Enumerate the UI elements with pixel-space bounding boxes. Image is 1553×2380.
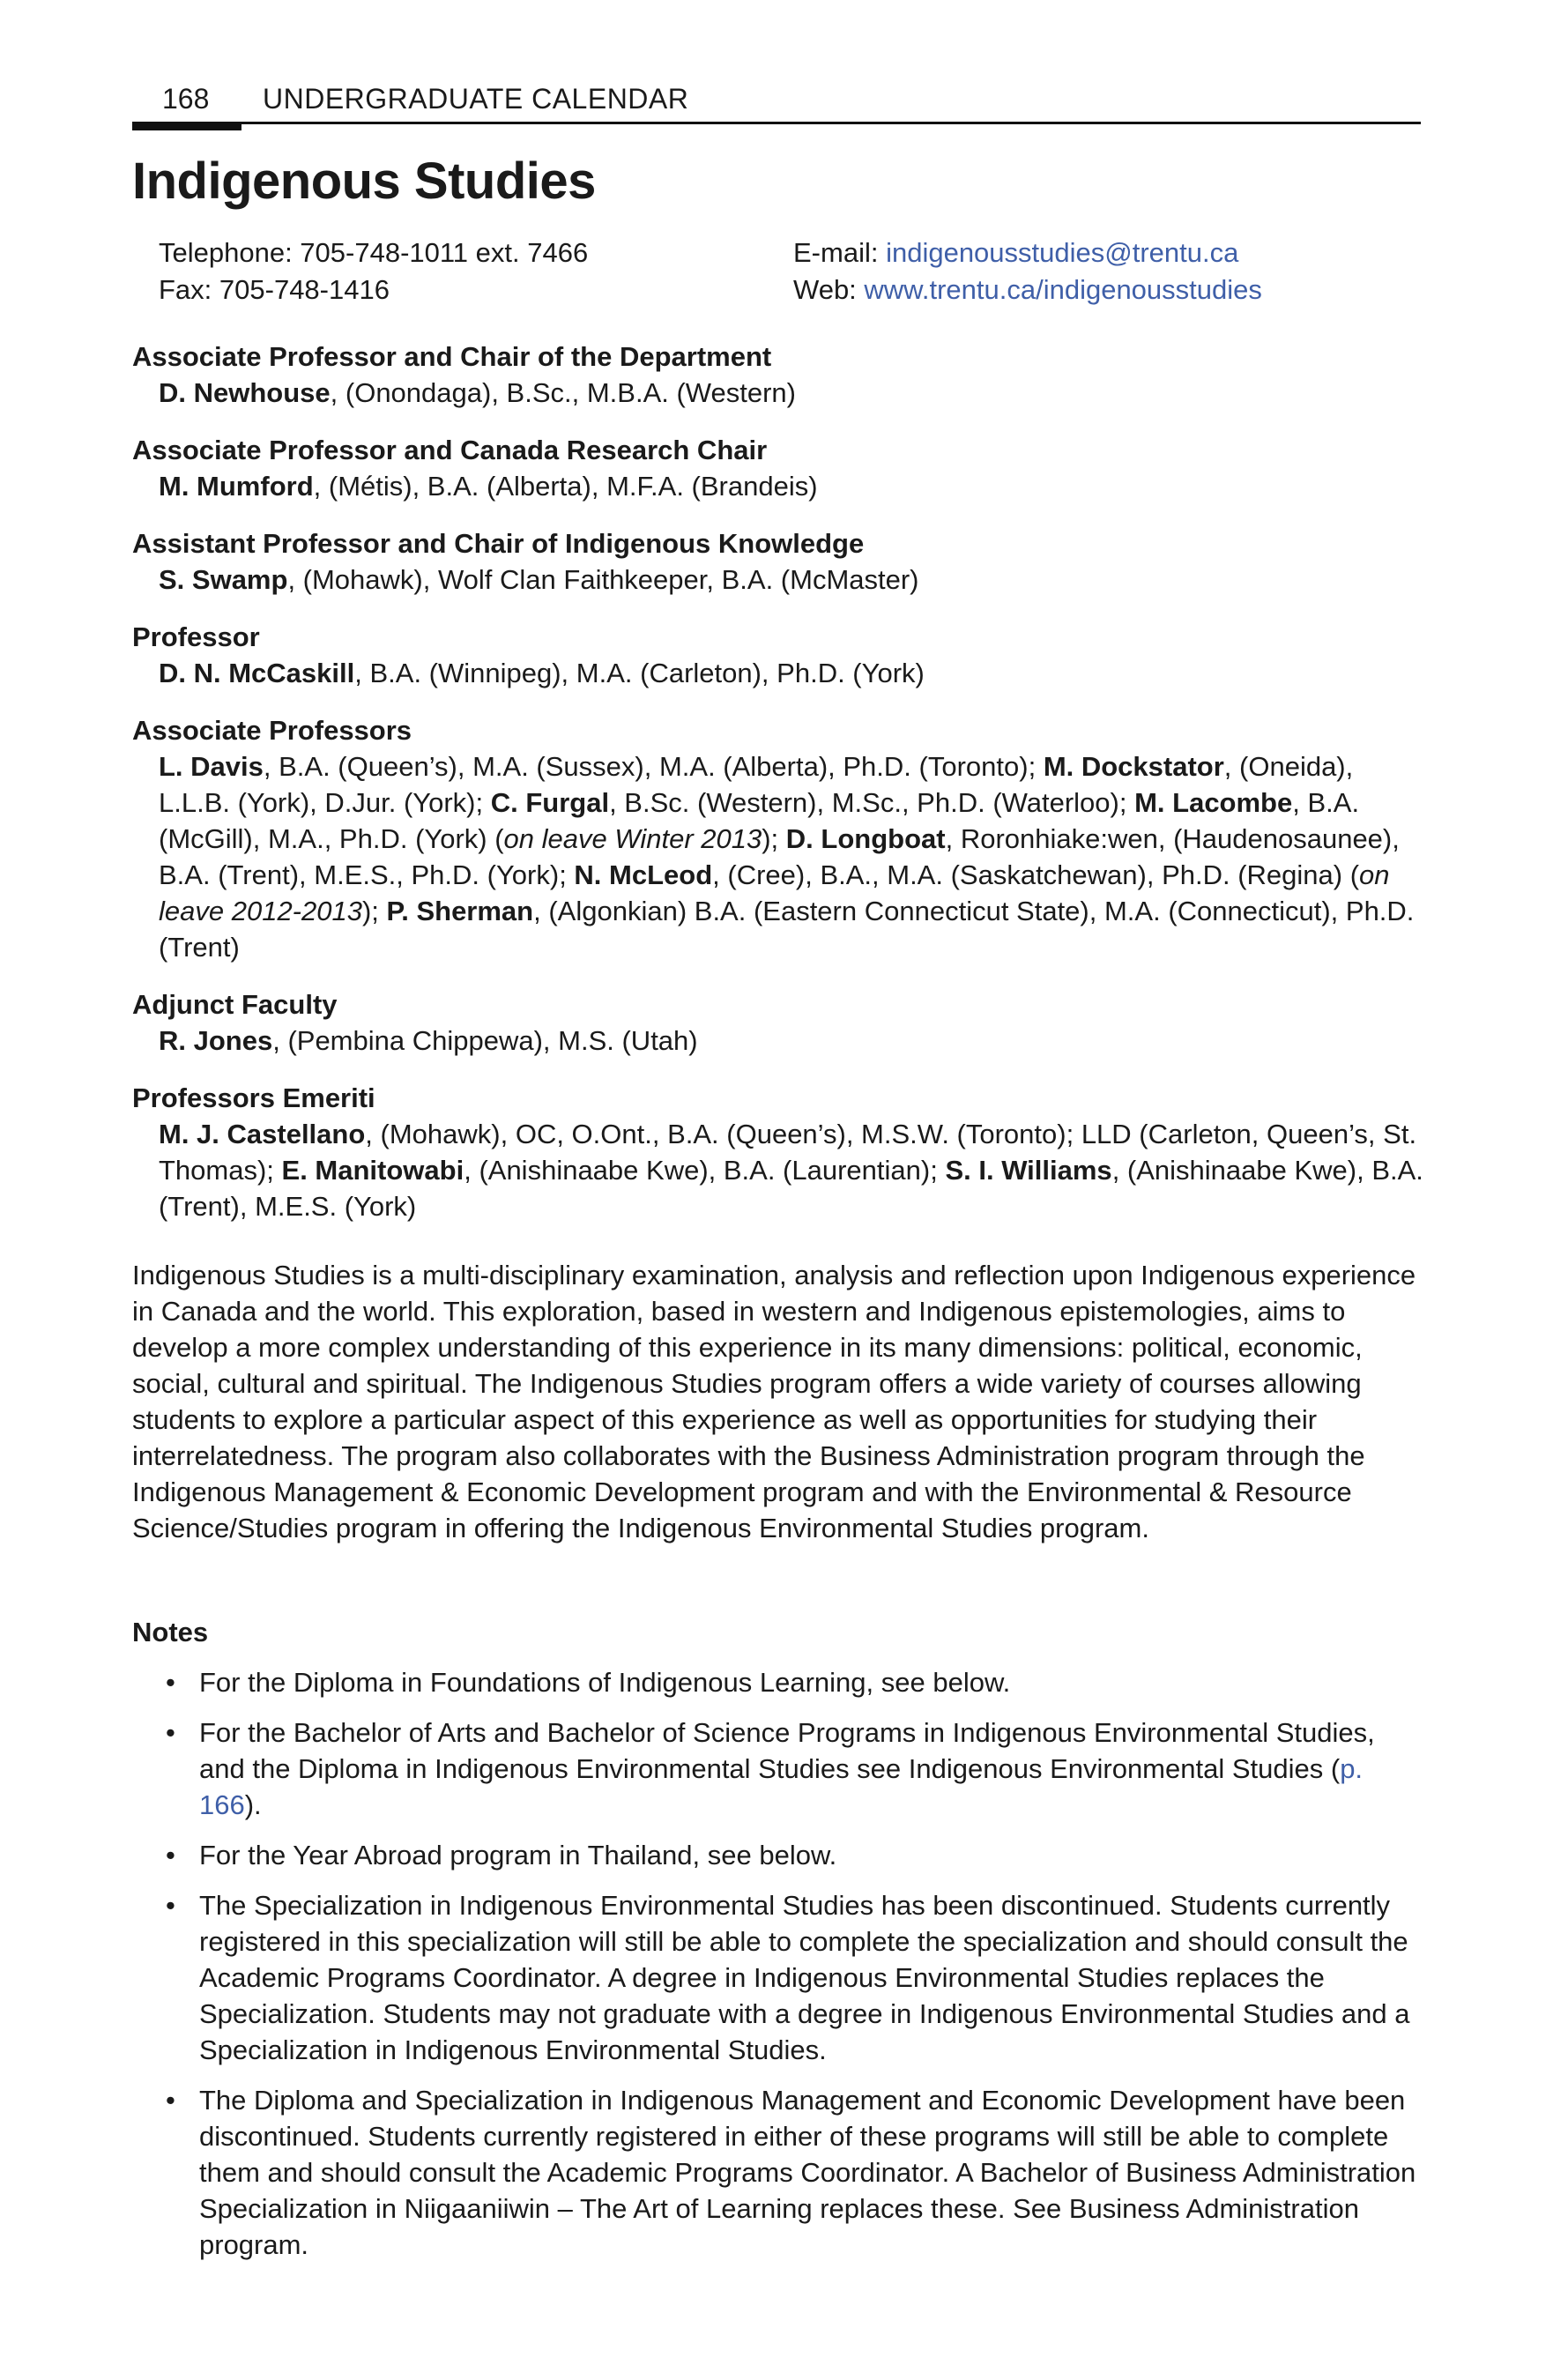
text-run: , (Oneida), L.L.B. (York), D.Jur. (York);	[159, 751, 1354, 818]
telephone-text: Telephone: 705-748-1011 ext. 7466	[159, 237, 589, 268]
text-run: , (Pembina Chippewa), M.S. (Utah)	[272, 1025, 698, 1056]
faculty-members	[132, 1023, 1428, 1059]
faculty-name: E. Manitowabi	[281, 1155, 464, 1186]
running-title: UNDERGRADUATE CALENDAR	[263, 83, 689, 115]
header-rule-tab	[132, 122, 241, 130]
web-label: Web:	[793, 274, 865, 305]
text-run: The Specialization in Indigenous Environmental Studies has been discontinued. Students currently registered in this specialization will still be able to complete the specialization and should consult the Academic Programs Coordinator. A degree in Indigenous Environmental Studies replaces the Specialization. Students may not graduate with a degree in Indigenous Environmental Studies and a Specialization in Indigenous Environmental Studies.	[199, 1890, 1410, 2065]
bullet-icon: •	[166, 1717, 175, 1748]
text-run: For the Diploma in Foundations of Indigenous Learning, see below.	[199, 1667, 1011, 1698]
faculty-name: M. Dockstator	[1043, 751, 1224, 782]
faculty-group	[132, 338, 1428, 411]
faculty-group	[132, 525, 1428, 598]
text-run: , (Mohawk), Wolf Clan Faithkeeper, B.A. (McMaster)	[287, 564, 919, 595]
text-run: , (Anishinaabe Kwe), B.A. (Laurentian);	[464, 1155, 946, 1186]
text-run: , (Onondaga), B.Sc., M.B.A. (Western)	[330, 377, 796, 408]
bullet-icon: •	[166, 1667, 175, 1698]
faculty-group-title: Professor	[132, 621, 260, 652]
note-item	[132, 1887, 1428, 2068]
text-run: , B.A. (Winnipeg), M.A. (Carleton), Ph.D. (York)	[354, 658, 925, 688]
faculty-name: R. Jones	[159, 1025, 273, 1056]
faculty-members	[132, 1116, 1428, 1224]
text-run: The Diploma and Specialization in Indigenous Management and Economic Development have been discontinued. Students currently registered in either of these programs will still be able to complete them and should consult the Academic Programs Coordinator. A Bachelor of Business Administration Specialization in Niigaaniiwin – The Art of Learning replaces these. See Business Administration program.	[199, 2085, 1416, 2260]
page-title: Indigenous Studies	[132, 152, 596, 210]
faculty-name: D. N. McCaskill	[159, 658, 355, 688]
faculty-members	[132, 375, 1428, 411]
leave-note: on leave 2012-2013	[159, 859, 1390, 926]
faculty-group-title: Associate Professor and Chair of the Department	[132, 341, 772, 372]
text-run: , (Anishinaabe Kwe), B.A. (Trent), M.E.S. (York)	[159, 1155, 1423, 1222]
text-run: , B.A. (Queen’s), M.A. (Sussex), M.A. (Alberta), Ph.D. (Toronto);	[263, 751, 1044, 782]
faculty-group-title: Associate Professors	[132, 715, 412, 746]
text-run: , (Cree), B.A., M.A. (Saskatchewan), Ph.D. (Regina) (	[712, 859, 1360, 890]
faculty-name: P. Sherman	[386, 896, 534, 926]
page-reference-link[interactable]: p. 166	[199, 1753, 1364, 1820]
faculty-members	[132, 748, 1428, 965]
web-line	[793, 271, 1262, 309]
running-header	[132, 81, 1421, 130]
faculty-name: N. McLeod	[574, 859, 713, 890]
faculty-members	[132, 562, 1428, 598]
page-number: 168	[162, 83, 210, 115]
text-run: , (Mohawk), OC, O.Ont., B.A. (Queen’s), M.S.W. (Toronto); LLD (Carleton, Queen’s, St. Thomas);	[159, 1119, 1417, 1186]
faculty-group	[132, 619, 1428, 691]
faculty-group	[132, 432, 1428, 504]
faculty-group-title: Associate Professor and Canada Research Chair	[132, 435, 768, 465]
header-rule	[132, 122, 1421, 124]
faculty-group	[132, 1080, 1428, 1224]
faculty-name: S. I. Williams	[945, 1155, 1112, 1186]
bullet-icon: •	[166, 2085, 175, 2116]
email-link[interactable]: indigenousstudies@trentu.ca	[886, 237, 1239, 268]
faculty-list	[132, 338, 1428, 1246]
text-run: , B.Sc. (Western), M.Sc., Ph.D. (Waterloo);	[609, 787, 1135, 818]
web-link[interactable]: www.trentu.ca/indigenousstudies	[864, 274, 1262, 305]
notes-list	[132, 1664, 1428, 2277]
fax-text: Fax: 705-748-1416	[159, 274, 390, 305]
faculty-group-title: Adjunct Faculty	[132, 989, 338, 1020]
note-item	[132, 1837, 1428, 1873]
text-run: );	[361, 896, 387, 926]
text-run: ).	[244, 1789, 262, 1820]
text-run: , B.A. (McGill), M.A., Ph.D. (York) (	[159, 787, 1360, 854]
text-run: , (Métis), B.A. (Alberta), M.F.A. (Brandeis)	[313, 471, 818, 502]
faculty-name: M. J. Castellano	[159, 1119, 366, 1149]
program-description: Indigenous Studies is a multi-disciplinary examination, analysis and reflection upon Indigenous experience in Canada and the world. This exploration, based in western and Indigenous epistemologies, aims to develop a more complex understanding of this experience in its many dimensions: political, economic, social, cultural and spiritual. The Indigenous Studies program offers a wide variety of courses allowing students to explore a particular aspect of this experience as well as opportunities for studying their interrelatedness. The program also collaborates with the Business Administration program through the Indigenous Management & Economic Development program and with the Environmental & Resource Science/Studies program in offering the Indigenous Environmental Studies program.	[132, 1260, 1416, 1543]
faculty-members	[132, 655, 1428, 691]
text-run: , (Algonkian) B.A. (Eastern Connecticut State), M.A. (Connecticut), Ph.D. (Trent)	[159, 896, 1415, 963]
faculty-name: D. Longboat	[785, 823, 946, 854]
email-line	[793, 234, 1238, 271]
text-run: );	[762, 823, 786, 854]
bullet-icon: •	[166, 1840, 175, 1871]
faculty-group	[132, 986, 1428, 1059]
faculty-name: S. Swamp	[159, 564, 288, 595]
note-item	[132, 1664, 1428, 1700]
text-run: For the Bachelor of Arts and Bachelor of Science Programs in Indigenous Environmental Studies, and the Diploma in Indigenous Environmental Studies see Indigenous Environmental Studies (	[199, 1717, 1375, 1784]
email-label: E-mail:	[793, 237, 887, 268]
notes-heading: Notes	[132, 1617, 209, 1647]
faculty-name: M. Mumford	[159, 471, 314, 502]
faculty-name: L. Davis	[159, 751, 264, 782]
faculty-name: D. Newhouse	[159, 377, 331, 408]
text-run: , Roronhiake:wen, (Haudenosaunee), B.A. (Trent), M.E.S., Ph.D. (York);	[159, 823, 1400, 890]
leave-note: on leave Winter 2013	[503, 823, 762, 854]
note-item	[132, 2082, 1428, 2263]
bullet-icon: •	[166, 1890, 175, 1921]
note-item	[132, 1714, 1428, 1823]
text-run: For the Year Abroad program in Thailand, see below.	[199, 1840, 837, 1871]
faculty-name: M. Lacombe	[1134, 787, 1293, 818]
faculty-members	[132, 468, 1428, 504]
contact-block	[159, 234, 1393, 309]
faculty-group	[132, 712, 1428, 965]
faculty-group-title: Assistant Professor and Chair of Indigenous Knowledge	[132, 528, 865, 559]
faculty-name: C. Furgal	[490, 787, 610, 818]
faculty-group-title: Professors Emeriti	[132, 1082, 375, 1113]
